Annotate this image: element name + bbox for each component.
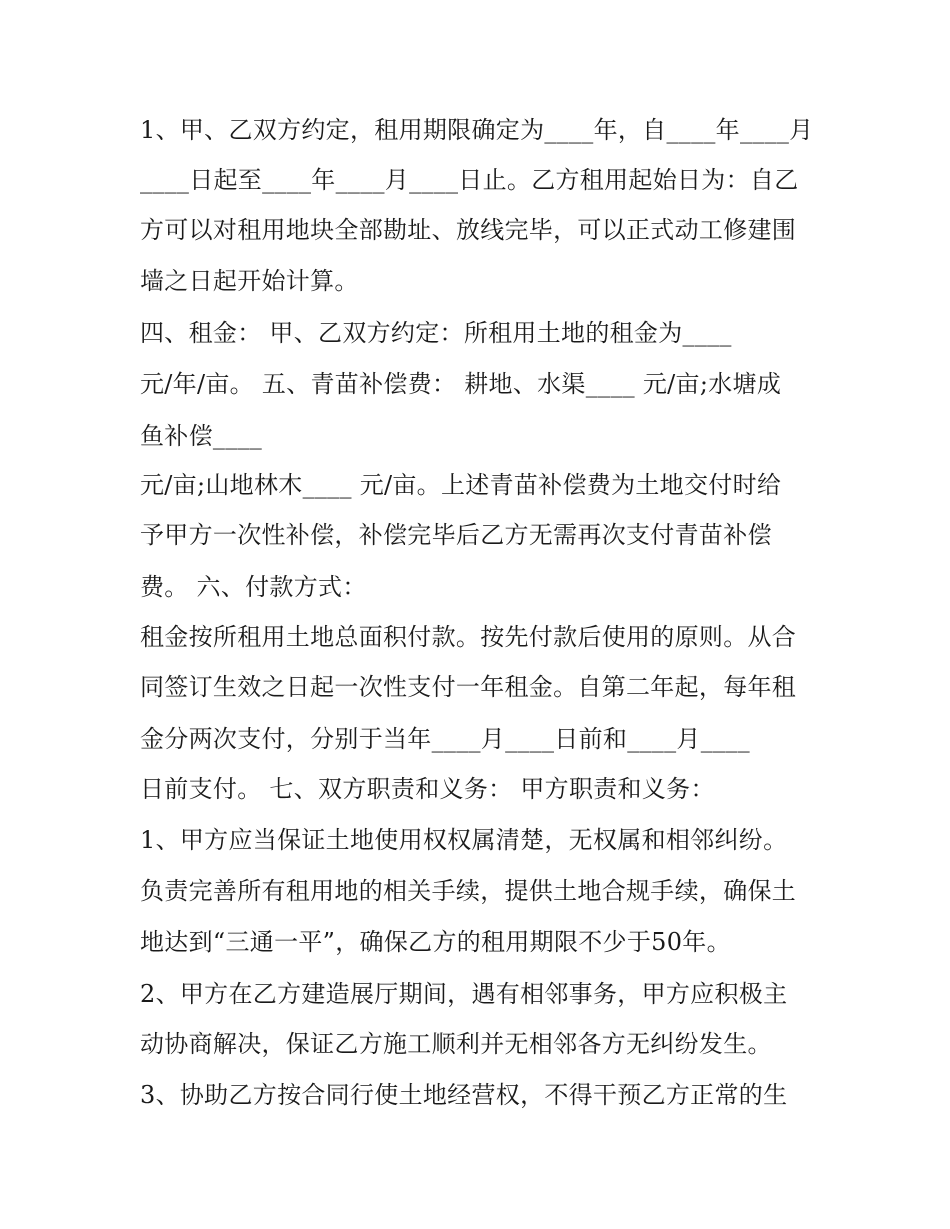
text-line: 同签订生效之日起一次性支付一年租金。自第二年起，每年租 xyxy=(140,673,797,701)
text-line: ____日起至____年____月____日止。乙方租用起始日为：自乙 xyxy=(140,166,799,194)
text-line: 四、租金： 甲、乙双方约定：所租用土地的租金为____ xyxy=(140,319,732,347)
text-line: 动协商解决，保证乙方施工顺利并无相邻各方无纠纷发生。 xyxy=(140,1030,772,1058)
text-line: 负责完善所有租用地的相关手续，提供土地合规手续，确保土 xyxy=(140,877,797,905)
text-line: 墙之日起开始计算。 xyxy=(140,267,359,295)
text-line: 日前支付。 七、双方职责和义务： 甲方职责和义务： xyxy=(140,775,715,803)
text-line: 元/年/亩。 五、青苗补偿费： 耕地、水渠____ 元/亩;水塘成 xyxy=(140,370,782,398)
text-line: 3、协助乙方按合同行使土地经营权，不得干预乙方正常的生 xyxy=(140,1081,788,1109)
text-line: 予甲方一次性补偿，补偿完毕后乙方无需再次支付青苗补偿 xyxy=(140,521,772,549)
text-line: 2、甲方在乙方建造展厅期间，遇有相邻事务，甲方应积极主 xyxy=(140,980,788,1008)
text-line: 1、甲、乙双方约定，租用期限确定为____年，自____年____月 xyxy=(140,116,814,144)
text-line: 金分两次支付，分别于当年____月____日前和____月____ xyxy=(140,725,750,753)
text-line: 元/亩;山地林木____ 元/亩。上述青苗补偿费为土地交付时给 xyxy=(140,471,782,499)
text-line: 费。 六、付款方式： xyxy=(140,573,367,601)
text-line: 地达到“三通一平”，确保乙方的租用期限不少于50年。 xyxy=(140,928,731,956)
text-line: 方可以对租用地块全部勘址、放线完毕，可以正式动工修建围 xyxy=(140,216,797,244)
text-line: 鱼补偿____ xyxy=(140,422,263,450)
text-line: 租金按所租用土地总面积付款。按先付款后使用的原则。从合 xyxy=(140,623,797,651)
text-line: 1、甲方应当保证土地使用权权属清楚，无权属和相邻纠纷。 xyxy=(140,826,788,854)
